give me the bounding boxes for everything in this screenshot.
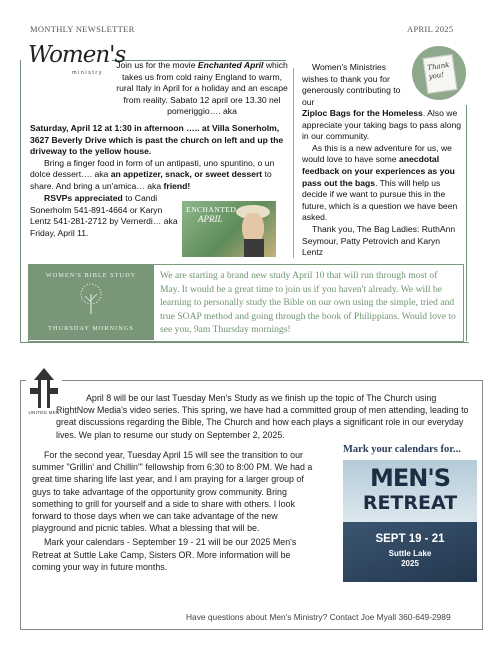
tree-icon: [76, 282, 106, 316]
logo-ministry: ministry: [72, 70, 103, 76]
frame-right-line: [466, 105, 467, 341]
bible-study-image: WOMEN'S BIBLE STUDY THURSDAY MORNINGS: [28, 264, 154, 340]
rsvp-text: RSVPs appreciated to Candi Sonerholm 541-891-4664 or Karyn Lentz 541-281-2712 by Vernerdi… aka Friday, April 11.: [30, 193, 178, 238]
thanks-text: Ziploc Bags for the Homeless. Also we appreciate your taking bags to pass along in our community. As this is a new adventure for us, we would love to have some anecdotal feedback on your experiences as you pass out the bags. This will help us decide if we want to pursue this in the future, which is a question we have been asked. Thank you, The Bag Ladies: RuthAnn Seymour, Patty Petrovich and Karyn Lentz: [302, 108, 462, 258]
movie-intro: Join us for the movie Enchanted April which takes us from cold rainy England to warm, rural Italy in April for a holiday and an escape from reality. Sabato 12 april ore 13.30 nel pomeriggio…. aka: [116, 60, 288, 117]
bible-study-text: We are starting a brand new study April 10 that will run through most of May. It would be a great time to join us if you haven't already. We will be learning to personally study the Bible on our own using the simple, tried and true SOAP method and going through the book of Philippians. Would love to see you, 9am Thursday mornings!: [160, 270, 456, 336]
calendar-heading: Mark your calendars for...: [343, 444, 461, 455]
mens-contact-footer: Have questions about Men's Ministry? Contact Joe Myall 360-649-2989: [186, 612, 451, 622]
issue-date: APRIL 2025: [407, 24, 454, 34]
united-men-logo: UNITED MEN: [26, 366, 62, 418]
thank-you-badge: Thank you!: [412, 46, 466, 100]
womens-ministry-logo: [26, 40, 126, 84]
mens-grill-paragraph: For the second year, Tuesday April 15 will see the transition to our summer "Grillin' and Chillin'" fellowship from 6:30 to 8:00 PM. We had a great time sharing life last year, and I am praying for a larger group of guys to take advantage of the opportunity grow community. Bring something to grill for yourself and a side to share with others. I look forward to those days when we can take advantage of the new playground and picnic tables. What a blessing that will be. Mark your calendars - September 19 - 21 will be our 2025 Men's Retreat at Suttle Lake Camp, Sisters OR. More information will be coming your way in future months.: [32, 450, 313, 572]
mens-retreat-poster: MEN'S RETREAT SEPT 19 - 21 Suttle Lake 2025: [343, 460, 477, 582]
thanks-text-top: Women's Ministries wishes to thank you for generously contributing to our: [302, 62, 401, 107]
newsletter-label: MONTHLY NEWSLETTER: [30, 24, 135, 34]
enchanted-april-poster: ENCHANTED APRIL: [182, 201, 276, 257]
logo-script: Women's: [28, 42, 126, 68]
mens-study-paragraph: April 8 will be our last Tuesday Men's Study as we finish up the topic of The Church using RightNow Media's video series. This spring, we have had a committed group of men attending, leading to great discussions regarding the Bible, The Church and how each plays a significant role in our everyday lives. We plan to resume our study on September 2, 2025.: [56, 393, 469, 440]
movie-details: Saturday, April 12 at 1:30 in afternoon ….. at Villa Sonerholm, 3627 Beverly Drive which is past the church on left and up the driveway to the yellow house. Bring a finger food in form of un antipasti, uno spuntino, o un dolce dessert…. aka an appetizer, snack, or sweet dessert to share. And bring a un'amica… aka friend!: [30, 123, 284, 191]
column-divider: [293, 68, 294, 258]
